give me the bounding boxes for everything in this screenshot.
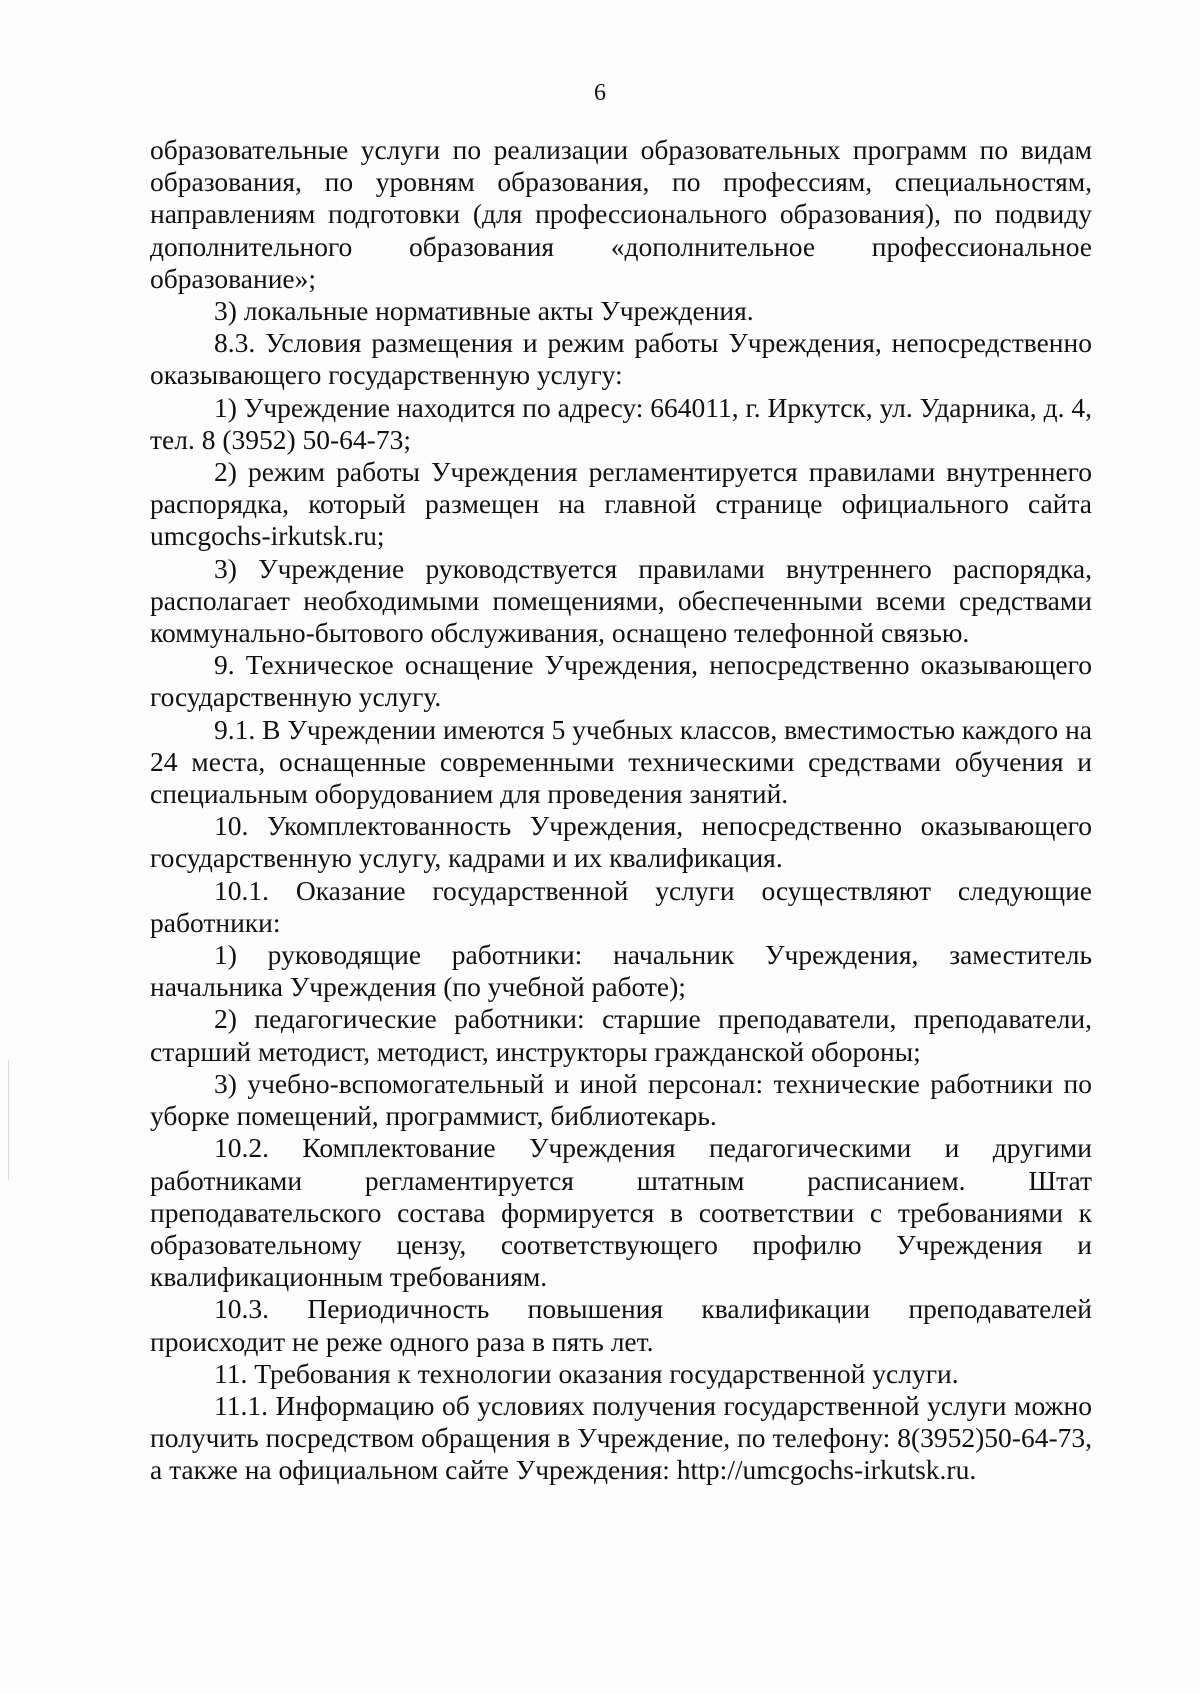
document-body bbox=[150, 134, 1092, 1487]
scan-edge-mark bbox=[8, 1060, 9, 1180]
paragraph-9: 9. Техническое оснащение Учреждения, непосредственно оказывающего государственную услугу. bbox=[150, 649, 1092, 713]
paragraph-10: 10. Укомплектованность Учреждения, непосредственно оказывающего государственную услугу, кадрами и их квалификация. bbox=[150, 810, 1092, 874]
paragraph-8-3: 8.3. Условия размещения и режим работы Учреждения, непосредственно оказывающего государственную услугу: bbox=[150, 327, 1092, 391]
paragraph-9-1: 9.1. В Учреждении имеются 5 учебных классов, вместимостью каждого на 24 места, оснащенные современными техническими средствами обучения и специальным оборудованием для проведения занятий. bbox=[150, 713, 1092, 810]
paragraph-local-acts: 3) локальные нормативные акты Учреждения. bbox=[214, 295, 754, 327]
paragraph-continuation: образовательные услуги по реализации образовательных программ по видам образования, по уровням образования, по профессиям, специальностям, направлениям подготовки (для профессионального образования), по подвиду дополнительного образования «дополнительное профессиональное образование»; bbox=[150, 134, 1092, 294]
paragraph-10-2: 10.2. Комплектование Учреждения педагогическими и другими работниками регламентируется штатным расписанием. Штат преподавательского состава формируется в соответствии с требованиями к образовательному цензу, соответствующего профилю Учреждения и квалификационным требованиям. bbox=[150, 1132, 1092, 1293]
paragraph-11: 11. Требования к технологии оказания государственной услуги. bbox=[214, 1357, 959, 1389]
paragraph-11-1: 11.1. Информацию об условиях получения государственной услуги можно получить посредством обращения в Учреждение, по телефону: 8(3952)50-64-73, а также на официальном сайте Учреждения: http://umcgochs-irkutsk.ru. bbox=[150, 1389, 1092, 1486]
paragraph-address: 1) Учреждение находится по адресу: 664011, г. Иркутск, ул. Ударника, д. 4, тел. 8 (3952) 50-64-73; bbox=[150, 391, 1092, 455]
paragraph-support-staff: 3) учебно-вспомогательный и иной персонал: технические работники по уборке помещений, программист, библиотекарь. bbox=[150, 1067, 1092, 1132]
paragraph-internal-rules: 3) Учреждение руководствуется правилами внутреннего распорядка, располагает необходимыми помещениями, обеспеченными всеми средствами коммунально-бытового обслуживания, оснащено телефонной связью. bbox=[150, 552, 1092, 649]
paragraph-work-schedule: 2) режим работы Учреждения регламентируется правилами внутреннего распорядка, который размещен на главной странице официального сайта umcgochs-irkutsk.ru; bbox=[150, 456, 1092, 552]
paragraph-teaching-staff: 2) педагогические работники: старшие преподаватели, преподаватели, старший методист, методист, инструкторы гражданской обороны; bbox=[150, 1003, 1092, 1067]
page-number: 6 bbox=[594, 80, 606, 106]
paragraph-10-3: 10.3. Периодичность повышения квалификации преподавателей происходит не реже одного раза в пять лет. bbox=[150, 1293, 1092, 1357]
paragraph-management-staff: 1) руководящие работники: начальник Учреждения, заместитель начальника Учреждения (по учебной работе); bbox=[150, 939, 1092, 1003]
paragraph-10-1: 10.1. Оказание государственной услуги осуществляют следующие работники: bbox=[150, 874, 1092, 938]
